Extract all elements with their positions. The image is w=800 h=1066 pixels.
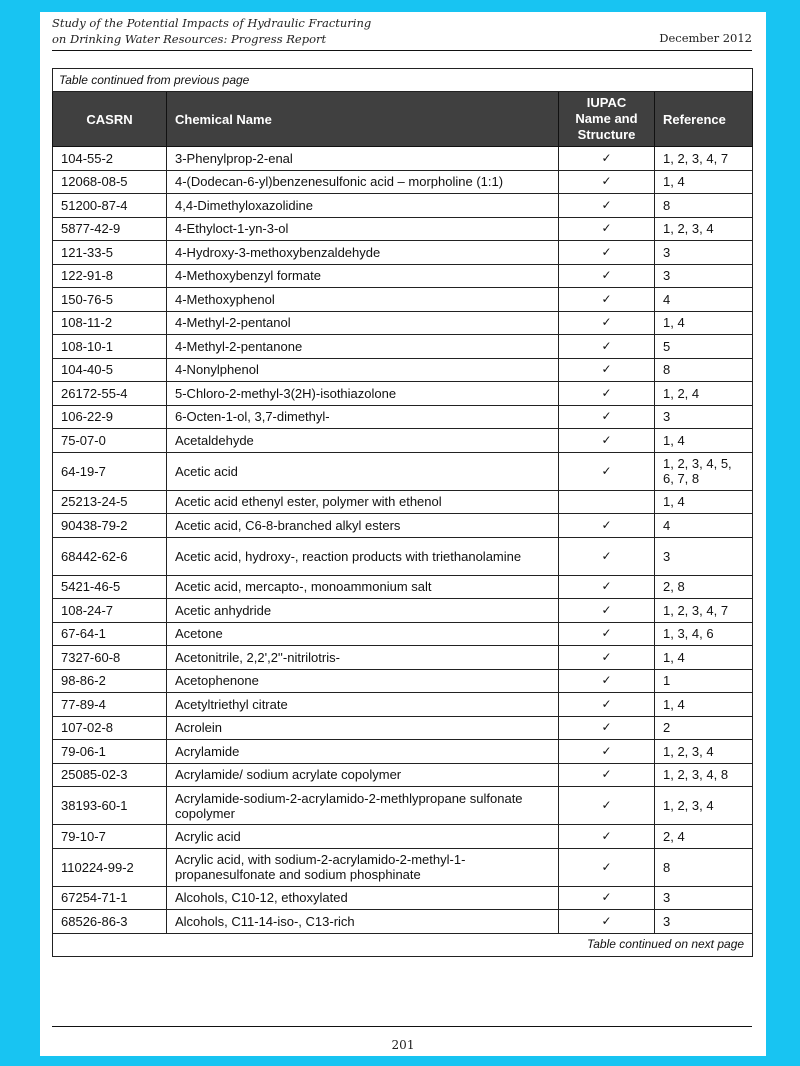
footer-divider xyxy=(52,1026,752,1027)
cell-casrn: 108-24-7 xyxy=(53,599,167,623)
cell-casrn: 90438-79-2 xyxy=(53,514,167,538)
column-header-iupac-line2: Name and xyxy=(575,111,638,126)
cell-casrn: 104-40-5 xyxy=(53,358,167,382)
table-row xyxy=(53,264,753,288)
cell-chemical-name: Acetic acid ethenyl ester, polymer with ethenol xyxy=(167,490,559,514)
table-continued-from: Table continued from previous page xyxy=(53,69,753,92)
cell-reference: 2, 8 xyxy=(655,575,753,599)
cell-casrn: 38193-60-1 xyxy=(53,787,167,825)
cell-reference: 4 xyxy=(655,288,753,312)
table-row xyxy=(53,194,753,218)
cell-iupac-check: ✓ xyxy=(559,194,655,218)
cell-iupac-check: ✓ xyxy=(559,646,655,670)
cell-iupac-check: ✓ xyxy=(559,241,655,265)
table-continued-next: Table continued on next page xyxy=(53,933,753,956)
cell-casrn: 51200-87-4 xyxy=(53,194,167,218)
cell-reference: 1, 2, 3, 4, 7 xyxy=(655,599,753,623)
table-row xyxy=(53,382,753,406)
cell-casrn: 5877-42-9 xyxy=(53,217,167,241)
cell-reference: 2 xyxy=(655,716,753,740)
cell-iupac-check: ✓ xyxy=(559,514,655,538)
column-header-chemical-name: Chemical Name xyxy=(167,92,559,147)
cell-casrn: 68442-62-6 xyxy=(53,537,167,575)
report-date: December 2012 xyxy=(659,31,752,45)
cell-reference: 1, 4 xyxy=(655,490,753,514)
cell-casrn: 64-19-7 xyxy=(53,452,167,490)
cell-chemical-name: Acetic anhydride xyxy=(167,599,559,623)
cell-chemical-name: 4-Methoxyphenol xyxy=(167,288,559,312)
report-title xyxy=(52,15,371,47)
cell-reference: 1, 2, 3, 4, 8 xyxy=(655,763,753,787)
cell-iupac-check: ✓ xyxy=(559,669,655,693)
cell-iupac-check: ✓ xyxy=(559,825,655,849)
report-title-line2: on Drinking Water Resources: Progress Report xyxy=(52,32,327,46)
cell-chemical-name: Acrylamide-sodium-2-acrylamido-2-methlypropane sulfonate copolymer xyxy=(167,787,559,825)
table-row xyxy=(53,763,753,787)
column-header-casrn: CASRN xyxy=(53,92,167,147)
cell-iupac-check: ✓ xyxy=(559,358,655,382)
table-header-row xyxy=(53,92,753,147)
cell-chemical-name: Acetic acid xyxy=(167,452,559,490)
cell-casrn: 79-10-7 xyxy=(53,825,167,849)
cell-chemical-name: 4-Methyl-2-pentanol xyxy=(167,311,559,335)
cell-iupac-check: ✓ xyxy=(559,537,655,575)
table-row xyxy=(53,514,753,538)
cell-reference: 1 xyxy=(655,669,753,693)
chemicals-table xyxy=(52,68,753,957)
table-row xyxy=(53,170,753,194)
table-row xyxy=(53,825,753,849)
table-row xyxy=(53,429,753,453)
cell-reference: 1, 2, 3, 4, 5, 6, 7, 8 xyxy=(655,452,753,490)
cell-chemical-name: 4-Methyl-2-pentanone xyxy=(167,335,559,359)
cell-chemical-name: 6-Octen-1-ol, 3,7-dimethyl- xyxy=(167,405,559,429)
cell-iupac-check: ✓ xyxy=(559,264,655,288)
cell-iupac-check: ✓ xyxy=(559,848,655,886)
column-header-iupac xyxy=(559,92,655,147)
cell-iupac-check: ✓ xyxy=(559,693,655,717)
cell-chemical-name: Acetophenone xyxy=(167,669,559,693)
cell-reference: 3 xyxy=(655,886,753,910)
cell-reference: 3 xyxy=(655,241,753,265)
cell-iupac-check: ✓ xyxy=(559,599,655,623)
column-header-reference: Reference xyxy=(655,92,753,147)
cell-chemical-name: Acetic acid, mercapto-, monoammonium salt xyxy=(167,575,559,599)
cell-reference: 3 xyxy=(655,264,753,288)
cell-chemical-name: Acetone xyxy=(167,622,559,646)
table-row xyxy=(53,848,753,886)
cell-casrn: 25213-24-5 xyxy=(53,490,167,514)
cell-chemical-name: 4,4-Dimethyloxazolidine xyxy=(167,194,559,218)
cell-casrn: 67-64-1 xyxy=(53,622,167,646)
cell-chemical-name: 4-Hydroxy-3-methoxybenzaldehyde xyxy=(167,241,559,265)
cell-iupac-check: ✓ xyxy=(559,382,655,406)
cell-iupac-check: ✓ xyxy=(559,787,655,825)
cell-reference: 1, 2, 3, 4 xyxy=(655,217,753,241)
table-row xyxy=(53,646,753,670)
cell-casrn: 108-10-1 xyxy=(53,335,167,359)
cell-casrn: 25085-02-3 xyxy=(53,763,167,787)
cell-iupac-check: ✓ xyxy=(559,147,655,171)
cell-iupac-check: ✓ xyxy=(559,311,655,335)
cell-reference: 1, 4 xyxy=(655,170,753,194)
cell-iupac-check: ✓ xyxy=(559,716,655,740)
cell-iupac-check: ✓ xyxy=(559,217,655,241)
cell-casrn: 98-86-2 xyxy=(53,669,167,693)
cell-casrn: 26172-55-4 xyxy=(53,382,167,406)
cell-reference: 1, 4 xyxy=(655,429,753,453)
table-row xyxy=(53,787,753,825)
cell-iupac-check: ✓ xyxy=(559,452,655,490)
cell-reference: 1, 4 xyxy=(655,646,753,670)
cell-iupac-check: ✓ xyxy=(559,429,655,453)
cell-reference: 4 xyxy=(655,514,753,538)
cell-reference: 5 xyxy=(655,335,753,359)
cell-casrn: 110224-99-2 xyxy=(53,848,167,886)
table-row xyxy=(53,716,753,740)
table-row xyxy=(53,452,753,490)
cell-reference: 1, 4 xyxy=(655,311,753,335)
table-row xyxy=(53,599,753,623)
cell-casrn: 75-07-0 xyxy=(53,429,167,453)
table-row xyxy=(53,622,753,646)
cell-reference: 8 xyxy=(655,194,753,218)
cell-chemical-name: Alcohols, C10-12, ethoxylated xyxy=(167,886,559,910)
table-row xyxy=(53,537,753,575)
table-body xyxy=(53,147,753,934)
table-row xyxy=(53,693,753,717)
cell-iupac-check: ✓ xyxy=(559,622,655,646)
table-row xyxy=(53,288,753,312)
cell-casrn: 67254-71-1 xyxy=(53,886,167,910)
cell-chemical-name: Acrylic acid xyxy=(167,825,559,849)
document-page xyxy=(40,12,766,1056)
table-row xyxy=(53,405,753,429)
table-row xyxy=(53,217,753,241)
cell-iupac-check: ✓ xyxy=(559,405,655,429)
cell-reference: 1, 4 xyxy=(655,693,753,717)
cell-iupac-check: ✓ xyxy=(559,575,655,599)
table-row xyxy=(53,910,753,934)
cell-reference: 1, 2, 3, 4, 7 xyxy=(655,147,753,171)
cell-reference: 3 xyxy=(655,405,753,429)
cell-chemical-name: 3-Phenylprop-2-enal xyxy=(167,147,559,171)
cell-casrn: 7327-60-8 xyxy=(53,646,167,670)
cell-chemical-name: Acetaldehyde xyxy=(167,429,559,453)
cell-casrn: 121-33-5 xyxy=(53,241,167,265)
cell-reference: 2, 4 xyxy=(655,825,753,849)
table-row xyxy=(53,311,753,335)
cell-casrn: 79-06-1 xyxy=(53,740,167,764)
cell-chemical-name: Acetyltriethyl citrate xyxy=(167,693,559,717)
cell-casrn: 150-76-5 xyxy=(53,288,167,312)
cell-reference: 3 xyxy=(655,910,753,934)
cell-iupac-check: ✓ xyxy=(559,740,655,764)
cell-casrn: 68526-86-3 xyxy=(53,910,167,934)
cell-reference: 8 xyxy=(655,848,753,886)
cell-chemical-name: Acetic acid, C6-8-branched alkyl esters xyxy=(167,514,559,538)
cell-casrn: 77-89-4 xyxy=(53,693,167,717)
column-header-iupac-line3: Structure xyxy=(577,127,636,142)
cell-iupac-check: ✓ xyxy=(559,170,655,194)
cell-casrn: 122-91-8 xyxy=(53,264,167,288)
cell-casrn: 108-11-2 xyxy=(53,311,167,335)
cell-chemical-name: Acrolein xyxy=(167,716,559,740)
table-row xyxy=(53,886,753,910)
table-row xyxy=(53,335,753,359)
cell-casrn: 107-02-8 xyxy=(53,716,167,740)
cell-chemical-name: Acetonitrile, 2,2',2''-nitrilotris- xyxy=(167,646,559,670)
page-number: 201 xyxy=(391,1038,415,1052)
table-row xyxy=(53,490,753,514)
cell-reference: 1, 2, 4 xyxy=(655,382,753,406)
cell-reference: 1, 3, 4, 6 xyxy=(655,622,753,646)
report-title-line1: Study of the Potential Impacts of Hydraulic Fracturing xyxy=(52,16,372,30)
table-row xyxy=(53,669,753,693)
cell-chemical-name: 4-(Dodecan-6-yl)benzenesulfonic acid – morpholine (1:1) xyxy=(167,170,559,194)
cell-chemical-name: Acetic acid, hydroxy-, reaction products with triethanolamine xyxy=(167,537,559,575)
cell-chemical-name: Acrylamide/ sodium acrylate copolymer xyxy=(167,763,559,787)
column-header-iupac-line1: IUPAC xyxy=(586,95,627,110)
cell-reference: 8 xyxy=(655,358,753,382)
cell-reference: 3 xyxy=(655,537,753,575)
header-divider xyxy=(52,50,752,51)
table-row xyxy=(53,241,753,265)
cell-chemical-name: Acrylamide xyxy=(167,740,559,764)
table-continued-from-row xyxy=(53,69,753,92)
cell-chemical-name: Alcohols, C11-14-iso-, C13-rich xyxy=(167,910,559,934)
cell-chemical-name: 4-Ethyloct-1-yn-3-ol xyxy=(167,217,559,241)
cell-reference: 1, 2, 3, 4 xyxy=(655,787,753,825)
cell-chemical-name: 4-Methoxybenzyl formate xyxy=(167,264,559,288)
table-row xyxy=(53,147,753,171)
cell-casrn: 12068-08-5 xyxy=(53,170,167,194)
cell-iupac-check: ✓ xyxy=(559,288,655,312)
cell-iupac-check: ✓ xyxy=(559,910,655,934)
cell-chemical-name: Acrylic acid, with sodium-2-acrylamido-2-methyl-1-propanesulfonate and sodium phosphinate xyxy=(167,848,559,886)
cell-chemical-name: 5-Chloro-2-methyl-3(2H)-isothiazolone xyxy=(167,382,559,406)
cell-casrn: 106-22-9 xyxy=(53,405,167,429)
cell-chemical-name: 4-Nonylphenol xyxy=(167,358,559,382)
cell-iupac-check: ✓ xyxy=(559,763,655,787)
cell-casrn: 5421-46-5 xyxy=(53,575,167,599)
cell-casrn: 104-55-2 xyxy=(53,147,167,171)
table-continued-next-row xyxy=(53,933,753,956)
table-row xyxy=(53,358,753,382)
cell-iupac-check: ✓ xyxy=(559,335,655,359)
cell-iupac-check xyxy=(559,490,655,514)
cell-reference: 1, 2, 3, 4 xyxy=(655,740,753,764)
table-row xyxy=(53,575,753,599)
table-row xyxy=(53,740,753,764)
cell-iupac-check: ✓ xyxy=(559,886,655,910)
